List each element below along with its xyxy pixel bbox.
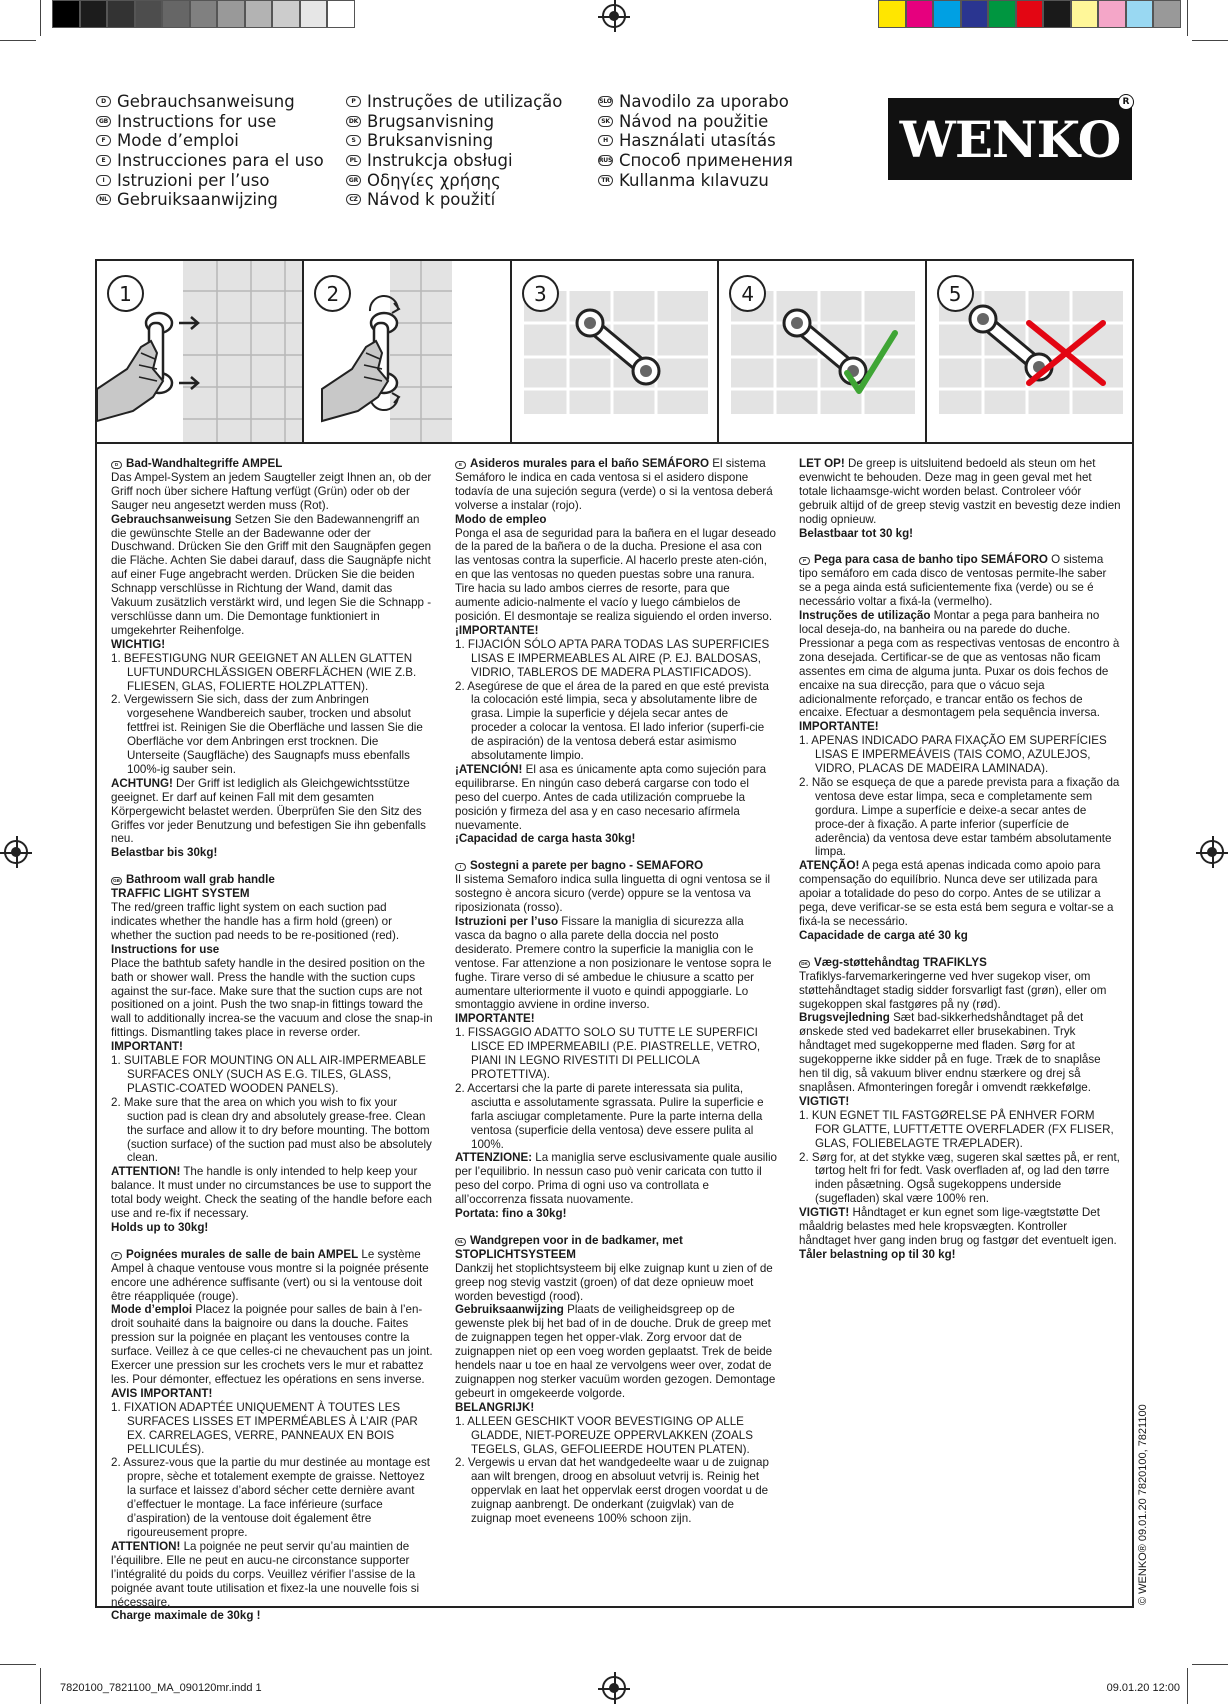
step-number: 5 <box>937 275 974 312</box>
lang-code-badge: P <box>346 96 361 107</box>
important-list <box>111 1054 433 1165</box>
usage-text <box>799 609 1121 720</box>
attention-body: The handle is only intended to help keep your balance. It must under no circumstances be use to support the total body weight. Check the seating of the handle before each use and re-fix if necessary. <box>111 1165 432 1221</box>
attention-text <box>799 859 1121 929</box>
load-text: Portata: fino a 30kg! <box>455 1207 567 1221</box>
step-1-panel <box>97 261 304 442</box>
lang-item <box>96 112 324 132</box>
step-number: 4 <box>729 275 766 312</box>
attention-text <box>799 457 1121 527</box>
intro-body: El sistema Semáforo le indica en cada ventosa si el asidero dispone todavía de una sujeción segura (verde) o si la ventosa deberá volverse a instalar (rojo). <box>455 457 773 512</box>
important-list <box>455 1026 777 1151</box>
section-title <box>455 859 777 873</box>
attention-label: LET OP! <box>799 457 845 470</box>
attention-label: ¡ATENCIÓN! <box>455 762 523 776</box>
intro-text: Dankzij het stoplichtsysteem bij elke zuignap kunt u zien of de greep nog stevig vastzit (groen) of dat deze opnieuw moet worden bevestigd (rood). <box>455 1261 773 1303</box>
important-label: VIGTIGT! <box>799 1094 850 1108</box>
section-subtitle: TRAFFIC LIGHT SYSTEM <box>111 887 250 901</box>
crop-mark <box>1187 0 1188 36</box>
title-text: Væg-støttehåndtag TRAFIKLYS <box>814 955 987 969</box>
list-item: 2. Asegúrese de que el área de la pared en que esté prevista la colocación esté limpia, seca y absolutamente libre de grasa. Limpie la superficie y déjela secar antes de proceder a colocar la ventosa. El lado inferior (superfi-cie de aspiración) de la ventosa deberá estar asimismo absolutamente limpio. <box>455 679 769 763</box>
important-list <box>455 1415 777 1526</box>
step-number: 2 <box>314 275 351 312</box>
attention-label: VIGTIGT! <box>799 1206 850 1220</box>
load-text: Capacidade de carga até 30 kg <box>799 928 968 942</box>
lang-item <box>346 170 562 190</box>
list-item: 2. Sørg for, at det stykke væg, sugeren skal sættes på, er rent, tørtog helt fri for fedt. Vask overfladen af, og lad den tørre inden påsætning. Også sugekoppens underside (sugefladen) skal være 100% ren. <box>799 1150 1120 1206</box>
usage-body: Fissare la maniglia di sicurezza alla vasca da bagno o alla parete della doccia nel posto desiderato. Premere contro la superficie la maniglia con le ventose. Far attenzione a non posizionare le ventose sopra le fughe. Tirare verso di sé ambedue le chiusure a scatto per aumentare ulteriormente il vuoto e quindi appoggiarle. Lo smontaggio avviene in ordine inverso. <box>455 915 772 1012</box>
text-column-3 <box>799 457 1121 1597</box>
intro-text: Trafiklys-farvemarkeringerne ved hver sugekop viser, om støttehåndtaget stadig sidder forsvarligt fast (grøn), eller om sugekoppen skal fastgøres på ny (rød). <box>799 969 1107 1011</box>
list-item: 2. Accertarsi che la parte di parete interessata sia pulita, asciutta e assolutamente sgrassata. Pulire la superficie e farla asciugar completamente. Pure la parte interna della ventosa (superficie della ventosa) deve essere pulita al 100%. <box>455 1081 764 1151</box>
usage-label: Istruzioni per l’uso <box>455 915 559 928</box>
step-3-panel <box>512 261 719 442</box>
attention-label: ATENÇÃO! <box>799 859 860 873</box>
lang-item <box>96 92 324 112</box>
usage-body: Montar a pega para banheira no local deseja-do, na banheira ou na parede do duche. Pressionar a pega com as respectivas ventosas de encontro à zona desejada. Certificar-se de que as ventosas não ficam assentes em cima de alguma junta. Puxar os dois fechos de encaixe na sua direcção, para que o vácuo seja adicionalmente reforçado, e trancar então os fechos de encaixe. Efectuar a desmontagem pela sequência inversa. <box>799 609 1120 720</box>
lang-item <box>598 131 793 151</box>
lang-item <box>346 151 562 171</box>
important-list <box>799 734 1121 859</box>
crop-mark <box>40 1668 41 1704</box>
important-label: BELANGRIJK! <box>455 1400 535 1414</box>
step-illustrations <box>97 261 1132 444</box>
section-en <box>111 873 433 1235</box>
lang-label: Návod na použitie <box>619 111 769 131</box>
usage-body: Placez la poignée pour salles de bain à l’en-droit souhaité dans la baignoire ou dans la douche. Faites pression sur la poignée en plaçant les ventouses contre la surface. Veillez à ce que celles-ci ne chevauchent pas un joint. Exercer une pression sur les crochets vers le mur et rabattez les. Pour démonter, effectuez les opérations en sens inverse. <box>111 1303 433 1386</box>
attention-text <box>111 1165 433 1221</box>
intro-text: Das Ampel-System an jedem Saugteller zeigt Ihnen an, ob der Griff noch über sichere Haftung verfügt (Grün) oder ob der Sauger neu angesetzt werden muss (Rot). <box>111 470 432 512</box>
footer-date: 09.01.20 12:00 <box>1106 1682 1180 1694</box>
important-label: WICHTIG! <box>111 637 166 651</box>
intro-text <box>455 457 777 513</box>
lang-code-badge: NL <box>455 1238 466 1246</box>
usage-label: Instructions for use <box>111 942 220 956</box>
language-list-col3 <box>598 92 793 190</box>
usage-text <box>799 1011 1121 1094</box>
important-label: AVIS IMPORTANT! <box>111 1386 213 1400</box>
lang-code-badge: TR <box>598 175 613 186</box>
attention-body: Håndtaget er kun egnet som lige-vægtstøtte Det måaldrig belastes med hele kropsvægten. Kontroller håndtaget hver gang inden brug og fastgør det eventuelt igen. <box>799 1206 1117 1247</box>
lang-label: Istruzioni per l’uso <box>117 170 270 190</box>
language-list-col2 <box>346 92 562 210</box>
lang-code-badge: E <box>455 461 466 469</box>
important-label: IMPORTANT! <box>111 1040 183 1054</box>
lang-code-badge: DK <box>346 116 361 127</box>
section-de <box>111 457 433 860</box>
lang-code-badge: D <box>96 96 111 107</box>
lang-label: Instruções de utilização <box>367 92 563 112</box>
usage-label: Gebruiksaanwijzing <box>455 1303 564 1317</box>
language-list-col1 <box>96 92 324 210</box>
section-title <box>111 457 433 471</box>
intro-text: Il sistema Semaforo indica sulla linguetta di ogni ventosa se il sostegno è ancora sicuro (verde) oppure se la ventosa va riposizionata (rosso). <box>455 873 771 915</box>
lang-label: Mode d’emploi <box>117 131 239 151</box>
attention-text <box>799 1206 1121 1248</box>
registered-mark-icon: R <box>1118 94 1134 110</box>
list-item: 1. FISSAGGIO ADATTO SOLO SU TUTTE LE SUPERFICI LISCE ED IMPERMEABILI (P.E. PIASTRELLE, VETRO, PIANI IN LEGNO RIVESTITI DI PELLICOLA PROTETTIVA). <box>455 1026 761 1081</box>
attention-text <box>111 777 433 847</box>
important-list <box>799 1109 1121 1206</box>
section-es <box>455 457 777 846</box>
list-item: 1. SUITABLE FOR MOUNTING ON ALL AIR-IMPERMEABLE SURFACES ONLY (SUCH AS E.G. TILES, GLASS, PLASTIC-COATED WOODEN PANELS). <box>111 1054 427 1095</box>
load-text: Charge maximale de 30kg ! <box>111 1609 261 1623</box>
step-number: 1 <box>107 275 144 312</box>
lang-code-badge: PL <box>346 155 361 166</box>
color-calibration-bar <box>878 0 1181 28</box>
usage-body: Sæt bad-sikkerhedshåndtaget på det ønskede sted ved badekarret eller brusekabinen. Tryk håndtaget med sugekopperne med fladen. Sørg for at sugekopperne ikke sidder på en fuge. Træk de to snaplåse hen til dig, så vakuum bliver endnu stærkere og drej så snaplåsen. Afmonteringen foregår i omvendt rækkefølge. <box>799 1011 1101 1094</box>
lang-item <box>96 190 324 210</box>
section-title: Pega para casa de banho tipo SEMÁFORO <box>814 553 1048 567</box>
attention-body: El asa es únicamente apta como sujeción para equilibrarse. En ningún caso deberá cargarse con todo el peso del cuerpo. Antes de cada utilización compruebe la posición y firmeza del asa y en caso necesario afírmela nuevamente. <box>455 762 767 832</box>
lang-code-badge: I <box>96 175 111 186</box>
lang-label: Navodilo za uporabo <box>619 92 789 112</box>
lang-label: Gebruiksaanwijzing <box>117 190 278 210</box>
lang-label: Használati utasítás <box>619 131 776 151</box>
lang-code-badge: S <box>346 135 361 146</box>
crop-mark <box>40 0 41 36</box>
important-list <box>111 1401 433 1540</box>
attention-text <box>455 1151 777 1207</box>
usage-label: Modo de empleo <box>455 512 547 526</box>
list-item: 1. KUN EGNET TIL FASTGØRELSE PÅ ENHVER FORM FOR GLATTE, LUFTTÆTTE OVERFLADER (FX FLISER, GLAS, FOLIEBELAGTE TRÆPLADER). <box>799 1108 1114 1150</box>
registration-mark-right <box>1200 840 1224 864</box>
lang-code-badge: I <box>455 863 466 871</box>
section-title <box>799 956 1121 970</box>
section-fr <box>111 1248 433 1623</box>
important-list <box>455 638 777 763</box>
section-nl <box>455 1234 777 1526</box>
lang-item <box>346 112 562 132</box>
lang-label: Gebrauchsanweisung <box>117 92 295 112</box>
load-text: Tåler belastning op til 30 kg! <box>799 1247 956 1261</box>
list-item: 2. Vergewis u ervan dat het wandgedeelte waar u de zuignap aan wilt brengen, droog en absoluut vetvrij is. Reinig het oppervlak en laat het oppervlak eerst drogen voordat u de zuignap aanbrengt. De onderkant (zuigvlak) van de zuignap moet eveneens 100% schoon zijn. <box>455 1456 769 1526</box>
instruction-frame <box>95 259 1134 1623</box>
lang-code-badge: SLO <box>599 98 612 106</box>
intro-text: The red/green traffic light system on each suction pad indicates whether the handle has a firm hold (green) or whether the suction pad needs to be re-positioned (red). <box>111 901 400 942</box>
section-nl-cont <box>799 457 1121 540</box>
crop-mark <box>0 1664 36 1665</box>
step-2-panel <box>304 261 511 442</box>
load-text: ¡Capacidad de carga hasta 30kg! <box>455 832 636 846</box>
attention-label: ATTENTION! <box>111 1165 181 1179</box>
list-item: 1. ALLEEN GESCHIKT VOOR BEVESTIGING OP ALLE GLADDE, NIET-POREUZE OPPERVLAKKEN (ZOALS TEGELS, GLAS, GEFOLIEERDE HOUTEN PLATEN). <box>455 1414 753 1456</box>
title-text: Sostegni a parete per bagno - SEMAFORO <box>470 859 704 873</box>
lang-item <box>598 92 793 112</box>
lang-label: Bruksanvisning <box>367 131 494 151</box>
text-column-2 <box>455 457 777 1597</box>
registration-mark-left <box>4 840 28 864</box>
section-it <box>455 859 777 1221</box>
lang-item <box>598 112 793 132</box>
usage-label: Instruções de utilização <box>799 609 931 623</box>
important-list <box>111 652 433 777</box>
lang-code-badge: RUS <box>598 157 613 165</box>
lang-label: Способ применения <box>619 151 793 171</box>
lang-code-badge: F <box>111 1252 122 1260</box>
load-text: Belastbar bis 30kg! <box>111 846 218 860</box>
lang-label: Οδηγίες χρήσης <box>367 170 501 190</box>
footer-filename: 7820100_7821100_MA_090120mr.indd 1 <box>60 1682 262 1694</box>
section-title: Poignées murales de salle de bain AMPEL <box>126 1247 359 1261</box>
registration-mark-bottom <box>602 1676 626 1700</box>
registration-mark-top <box>602 4 626 28</box>
important-label: ¡IMPORTANTE! <box>455 623 539 637</box>
lang-label: Návod k použití <box>367 190 496 210</box>
lang-item <box>96 170 324 190</box>
attention-body: A pega está apenas indicada como apoio para compensação do equilíbrio. Nunca deve ser utilizada para apoiar a totalidade do peso do corpo. Antes de se utilizar a pega, deve verificar-se se esta está bem segura e voltar-se a fixá-la se necessário. <box>799 859 1114 928</box>
attention-body: De greep is uitsluitend bedoeld als steun om het evenwicht te behouden. Deze mag in geen geval met het totale lichaamsge-wicht worden belast. Controleer vóór gebruik altijd of de greep stevig vastzit en bevestig deze indien nodig opnieuw. <box>799 457 1121 526</box>
lang-item <box>346 131 562 151</box>
attention-body: La poignée ne peut servir qu’au maintien de l’équilibre. Elle ne peut en aucu-ne circonstance supporter l’intégralité du poids du corps. Veuillez vérifier l’assise de la poignée avant toute utilisation et fixez-la une nouvelle fois si nécessaire. <box>111 1539 420 1609</box>
list-item: 1. FIXATION ADAPTÉE UNIQUEMENT À TOUTES LES SURFACES LISSES ET IMPERMÉABLES À L’AIR (PAR EX. CARRELAGES, VERRE, PANNEAUX EN BOIS PELLICULÉS). <box>111 1400 418 1456</box>
lang-code-badge: DK <box>799 960 810 968</box>
usage-body: Place the bathtub safety handle in the desired position on the bath or shower wall. Press the handle with the suction cups against the sur-face. Make sure that the suction cups are not positioned on a joint. Push the two snap-in fittings toward the wall to additionally increa-se the vacuum and close the snap-in fittings. Dismantling takes place in reverse order. <box>111 956 433 1040</box>
attention-label: ACHTUNG! <box>111 776 173 790</box>
usage-body: Plaats de veiligheidsgreep op de gewenste plek bij het bad of in de douche. Druk de greep met de zuignappen tegen het opper-vlak. Zorg ervoor dat de zuignappen niet op een voeg worden geplaatst. Trek de beide hendels naar u toe en haal ze vervolgens weer over, zodat de zuignappen nog sterker vacuüm worden gezogen. Demontage gebeurt in omgekeerde volgorde. <box>455 1303 776 1400</box>
load-text: Holds up to 30kg! <box>111 1220 209 1234</box>
usage-label: Mode d’emploi <box>111 1303 193 1317</box>
lang-code-badge: F <box>96 135 111 146</box>
attention-label: ATTENZIONE: <box>455 1151 533 1165</box>
crop-mark <box>1192 40 1228 41</box>
load-text: Belastbaar tot 30 kg! <box>799 526 914 540</box>
lang-item <box>598 151 793 171</box>
intro-text <box>799 553 1121 609</box>
usage-label: Gebrauchsanweisung <box>111 512 232 526</box>
section-subtitle: STOPLICHTSYSTEEM <box>455 1247 576 1261</box>
usage-label: Brugsvejledning <box>799 1011 890 1025</box>
lang-item <box>96 131 324 151</box>
text-column-1 <box>111 457 433 1623</box>
important-label: IMPORTANTE! <box>455 1012 535 1026</box>
list-item: 2. Vergewissern Sie sich, dass der zum Anbringen vorgesehene Wandbereich sauber, trocken und absolut fettfrei ist. Reinigen Sie die Oberfläche und lassen Sie die Oberfläche vor dem Anbringen erst trocknen. Die Unterseite (Saugfläche) des Saugnapfs muss ebenfalls 100%-ig sauber sein. <box>111 693 423 776</box>
attention-body: La maniglia serve esclusivamente quale ausilio per l’equilibrio. In nessun caso può venir caricata con tutto il peso del corpo. Prima di ogni uso va controllata e all’occorrenza fissata nuovamente. <box>455 1151 777 1207</box>
step-5-panel <box>927 261 1132 442</box>
usage-text <box>455 1303 777 1400</box>
title-text: Wandgrepen voor in de badkamer, met <box>470 1233 683 1247</box>
usage-body: Ponga el asa de seguridad para la bañera en el lugar deseado de la pared de la bañera o de la ducha. Presione el asa con las ventosas contra la superficie. Al hacerlo preste aten-ción, en que las ventosas no queden puestas sobre una ranura. Tire hacia su lado ambos cierres de resorte, para que aumente adicio-nalmente el vacío y luego cámbielos de posición. El desmontaje se realiza siguiendo el orden inverso. <box>455 526 777 623</box>
section-dk <box>799 956 1121 1262</box>
gray-calibration-bar <box>52 0 355 28</box>
crop-mark <box>1187 1668 1188 1704</box>
lang-item <box>598 170 793 190</box>
lang-label: Instrucciones para el uso <box>117 151 324 171</box>
list-item: 1. FIJACIÓN SÓLO APTA PARA TODAS LAS SUPERFICIES LISAS E IMPERMEABLES AL AIRE (P. EJ. BALDOSAS, VIDRIO, TABLEROS DE MADERA PLASTIFICADOS). <box>455 637 770 679</box>
attention-text <box>455 763 777 833</box>
instruction-text <box>111 457 1121 1623</box>
list-item: 1. APENAS INDICADO PARA FIXAÇÃO EM SUPERFÍCIES LISAS E IMPERMEÁVEIS (TAIS COMO, AZULEJOS, VIDRO, PLACAS DE MADEIRA LAMINADA). <box>799 734 1107 776</box>
intro-body: Le système Ampel à chaque ventouse vous montre si la poignée présente encore une adhérence suffisante (vert) ou si la ventouse doit être réappliquée (rouge). <box>111 1247 429 1303</box>
list-item: 2. Assurez-vous que la partie du mur destinée au montage est propre, sèche et totalement exempte de graisse. Nettoyez la surface et laissez d’abord sécher cette dernière avant d’effectuer le montage. La face inférieure (surface d’aspiration) de la ventouse doit également être rigoureusement propre. <box>111 1456 431 1539</box>
lang-code-badge: NL <box>96 194 111 205</box>
lang-item <box>346 190 562 210</box>
lang-code-badge: GB <box>111 877 122 885</box>
lang-label: Instrukcja obsługi <box>367 151 513 171</box>
section-title <box>455 1234 777 1248</box>
logo-text: WENKO <box>899 109 1121 169</box>
attention-body: Der Griff ist lediglich als Gleichgewichtsstütze geeignet. Er darf auf keinen Fall mit dem gesamten Körpergewicht belastet werden. Überprüfen Sie den Sitz des Griffes vor jeder Benutzung und befestigen Sie ihn gebenfalls neu. <box>111 776 426 846</box>
attention-text <box>111 1540 433 1610</box>
attention-label: ATTENTION! <box>111 1539 181 1553</box>
list-item: 2. Make sure that the area on which you wish to fix your suction pad is clean dry and absolutely grease-free. Clean the surface and allow it to dry before mounting. The bottom (suction surface) of the suction pad must also be absolutely clean. <box>111 1095 432 1165</box>
step-4-panel <box>719 261 926 442</box>
intro-body: O sistema tipo semáforo em cada disco de ventosas permite-lhe saber se a pega ainda está suficientemente fixa (verde) ou se é necessário voltar a fixá-la (vermelho). <box>799 553 1107 609</box>
crop-mark <box>0 40 36 41</box>
title-text: Bad-Wandhaltegriffe AMPEL <box>126 457 283 470</box>
important-label: IMPORTANTE! <box>799 720 879 734</box>
lang-label: Kullanma kılavuzu <box>619 170 769 190</box>
section-title <box>111 873 433 887</box>
lang-code-badge: GR <box>346 175 361 186</box>
lang-code-badge: P <box>799 557 810 565</box>
list-item: 2. Não se esqueça de que a parede prevista para a fixação da ventosa deve estar limpa, seca e completamente sem gordura. Limpe a superfície e deixe-a secar antes de proce-der à fixação. A parte inferior (superfície de aderência) da ventosa deve estar também absolutamente limpa. <box>799 775 1120 859</box>
lang-code-badge: GB <box>96 116 111 127</box>
usage-text <box>111 513 433 638</box>
lang-code-badge: H <box>598 135 613 146</box>
section-title: Asideros murales para el baño SEMÁFORO <box>470 457 710 470</box>
crop-mark <box>1192 1664 1228 1665</box>
usage-body: Setzen Sie den Badewannengriff an die gewünschte Stelle an der Badewanne oder der Duschwand. Drücken Sie den Griff mit den Saugnäpfen gegen die Fläche. Achten Sie dabei darauf, dass die Saugnäpfe nicht auf einer Fuge angebracht werden. Drücken Sie die beiden Schnapp verschlüsse in Richtung der Wand, damit das Vakuum zusätzlich verstärkt wird, und legen Sie die Schnapp -verschlüsse dann um. Die Demontage funktioniert in umgekehrter Reihenfolge. <box>111 512 432 637</box>
usage-text <box>455 915 777 1012</box>
lang-code-badge: SK <box>598 116 613 127</box>
step-number: 3 <box>522 275 559 312</box>
wenko-logo <box>888 98 1132 180</box>
lang-code-badge: E <box>96 155 111 166</box>
lang-label: Instructions for use <box>117 111 277 131</box>
lang-item <box>96 151 324 171</box>
lang-code-badge: D <box>111 461 122 469</box>
list-item: 1. BEFESTIGUNG NUR GEEIGNET AN ALLEN GLATTEN LUFTUNDURCHLÄSSIGEN OBERFLÄCHEN (WIE Z.B. FLIESEN, GLAS, FOLIERTE HOLZPLATTEN). <box>111 651 417 693</box>
section-pt <box>799 553 1121 942</box>
title-text: Bathroom wall grab handle <box>126 873 275 887</box>
intro-text <box>111 1248 433 1304</box>
lang-code-badge: CZ <box>346 194 361 205</box>
lang-item <box>346 92 562 112</box>
lang-label: Brugsanvisning <box>367 111 495 131</box>
copyright-note: © WENKO® 09.01.20 7820100, 7821100 <box>1137 1404 1149 1605</box>
usage-text <box>111 1303 433 1386</box>
